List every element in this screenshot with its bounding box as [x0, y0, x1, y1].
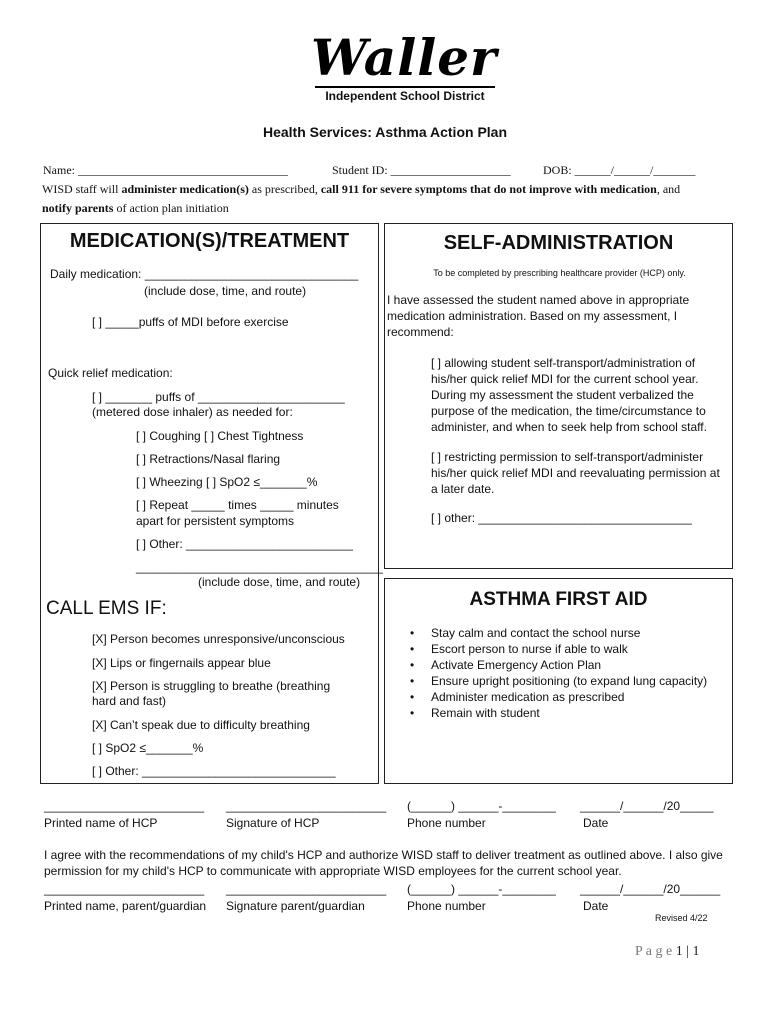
ems-cant-speak[interactable]: [X] Can’t speak due to difficulty breathing	[92, 718, 310, 732]
self-administration-box	[384, 223, 733, 569]
hcp-phone-field[interactable]: (______) ______-________	[407, 799, 556, 813]
parent-printed-name-label: Printed name, parent/guardian	[44, 899, 207, 913]
first-aid-item: • Ensure upright positioning (to expand lung capacity)	[407, 673, 707, 689]
first-aid-item: • Activate Emergency Action Plan	[407, 657, 707, 673]
revised-date: Revised 4/22	[655, 913, 708, 923]
policy-bold: administer medication(s)	[121, 182, 249, 196]
daily-medication-note: (include dose, time, and route)	[144, 284, 307, 298]
asthma-first-aid-box	[384, 578, 733, 784]
hcp-date-field[interactable]: ______/______/20_____	[580, 799, 714, 813]
symptom-coughing-chest[interactable]: [ ] Coughing [ ] Chest Tightness	[136, 429, 304, 443]
ems-other[interactable]: [ ] Other: _____________________________	[92, 764, 336, 778]
ems-unresponsive[interactable]: [X] Person becomes unresponsive/unconscious	[92, 632, 345, 646]
student-id-field[interactable]: Student ID: ____________________	[332, 163, 511, 177]
medication-treatment-box	[40, 223, 383, 784]
policy-line-2	[42, 201, 229, 216]
parent-phone-field[interactable]: (______) ______-________	[407, 882, 556, 896]
restrict-self-admin-checkbox[interactable]: [ ] restricting permission to self-transport/administer his/her quick relief MDI and reevaluating permission at a later date.	[431, 450, 720, 496]
self-admin-other[interactable]: [ ] other: ________________________________	[431, 511, 692, 525]
symptom-other[interactable]: [ ] Other: _________________________	[136, 537, 353, 551]
symptom-retractions[interactable]: [ ] Retractions/Nasal flaring	[136, 452, 281, 466]
ems-struggling[interactable]: [X] Person is struggling to breathe (breathing	[92, 679, 331, 693]
logo-script-text: Waller	[311, 28, 498, 87]
ems-struggling-cont: hard and fast)	[92, 694, 167, 708]
hcp-signature-label: Signature of HCP	[226, 816, 320, 830]
parent-agreement-text: I agree with the recommendations of my child's HCP and authorize WISD staff to deliver treatment as outlined above. I also give permission for my child's HCP to communicate with appropriate WISD employees for the current school year.	[44, 848, 723, 878]
district-logo	[305, 30, 505, 104]
page-number	[635, 944, 700, 960]
daily-medication-field[interactable]: Daily medication: ________________________________	[50, 267, 359, 281]
ems-blue-lips[interactable]: [X] Lips or fingernails appear blue	[92, 656, 271, 670]
name-field[interactable]: Name: ___________________________________	[43, 163, 288, 177]
allow-self-admin-checkbox[interactable]: [ ] allowing student self-transport/administration of his/her quick relief MDI for the current school year. During my assessment the student verbalized the purpose of the medication, the time/circumstance to administer, and when to seek help from school staff.	[431, 356, 707, 434]
first-aid-item: • Administer medication as prescribed	[407, 689, 707, 705]
symptom-wheezing-spo2[interactable]: [ ] Wheezing [ ] SpO2 ≤_______%	[136, 475, 318, 489]
assessment-text: I have assessed the student named above in appropriate medication administration. Based on my assessment, I recommend:	[387, 293, 690, 339]
inhaler-note: (metered dose inhaler) as needed for:	[92, 405, 293, 419]
policy-bold: call 911 for severe symptoms that do not improve with medication	[320, 182, 657, 196]
page-title: Health Services: Asthma Action Plan	[262, 124, 508, 140]
parent-signature-field[interactable]: ________________________	[226, 882, 387, 896]
parent-date-field[interactable]: ______/______/20______	[580, 882, 721, 896]
treatment-bottom-note: (include dose, time, and route)	[198, 575, 361, 589]
parent-printed-name-field[interactable]: ________________________	[44, 882, 205, 896]
policy-text: WISD staff will	[42, 182, 122, 196]
dob-field[interactable]: DOB: ______/______/_______	[543, 163, 696, 177]
quick-relief-label: Quick relief medication:	[48, 366, 173, 380]
mdi-exercise-checkbox[interactable]: [ ] _____puffs of MDI before exercise	[92, 315, 289, 329]
policy-bold: notify parents	[42, 201, 114, 215]
hcp-only-note: To be completed by prescribing healthcare provider (HCP) only.	[433, 268, 686, 278]
parent-signature-label: Signature parent/guardian	[226, 899, 365, 913]
call-ems-title: CALL EMS IF:	[46, 598, 167, 619]
puffs-field[interactable]: [ ] _______ puffs of ______________________	[92, 390, 345, 404]
parent-date-label: Date	[583, 899, 609, 913]
policy-text: , and	[656, 182, 681, 196]
self-admin-title: SELF-ADMINISTRATION	[443, 232, 674, 254]
first-aid-list	[407, 625, 707, 721]
page-label: P a g e	[635, 944, 673, 959]
logo-subtitle: Independent School District	[315, 86, 495, 103]
first-aid-item: • Escort person to nurse if able to walk	[407, 641, 707, 657]
first-aid-item: • Stay calm and contact the school nurse	[407, 625, 707, 641]
symptom-repeat-note: apart for persistent symptoms	[136, 514, 295, 528]
hcp-printed-name-field[interactable]: ________________________	[44, 799, 205, 813]
policy-text: of action plan initiation	[113, 201, 229, 215]
page-num: 1 | 1	[675, 944, 700, 959]
first-aid-item: • Remain with student	[407, 705, 707, 721]
hcp-signature-field[interactable]: ________________________	[226, 799, 387, 813]
medication-title: MEDICATION(S)/TREATMENT	[69, 230, 350, 252]
treatment-blank-line[interactable]: _____________________________________	[136, 560, 383, 574]
ems-spo2[interactable]: [ ] SpO2 ≤_______%	[92, 741, 204, 755]
symptom-repeat[interactable]: [ ] Repeat _____ times _____ minutes	[136, 498, 339, 512]
hcp-printed-name-label: Printed name of HCP	[44, 816, 158, 830]
parent-phone-label: Phone number	[407, 899, 486, 913]
first-aid-title: ASTHMA FIRST AID	[469, 589, 648, 610]
policy-line-1	[42, 182, 680, 197]
hcp-date-label: Date	[583, 816, 609, 830]
policy-text: as prescribed,	[248, 182, 321, 196]
hcp-phone-label: Phone number	[407, 816, 486, 830]
